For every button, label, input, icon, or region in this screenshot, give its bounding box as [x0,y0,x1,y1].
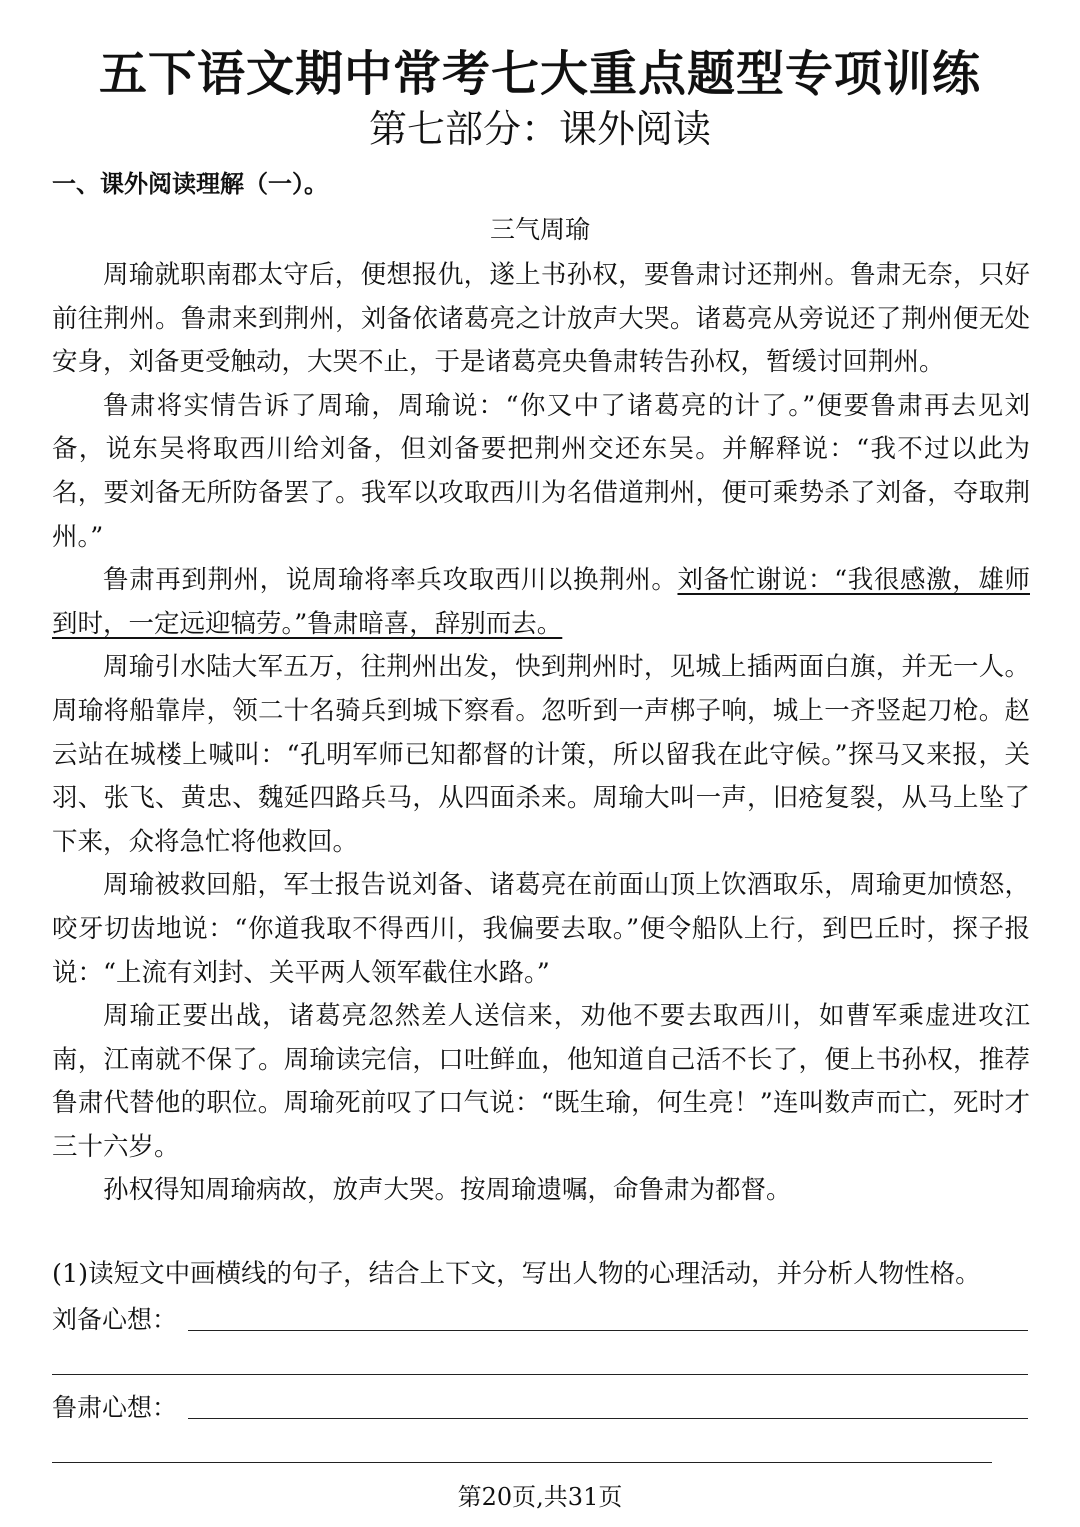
page-title: 五下语文期中常考七大重点题型专项训练 [98,46,981,102]
answer-label-liubei: 刘备心想： [52,1305,178,1334]
passage-paragraph [52,559,1030,646]
page-subtitle: 第七部分：课外阅读 [368,107,711,151]
underlined-sentence: 刘备忙谢说：“我很感激，雄师到时，一定远迎犒劳。”鲁肃暗喜，辞别而去。 [52,565,1030,639]
passage-paragraph: 周瑜被救回船，军士报告说刘备、诸葛亮在前面山顶上饮酒取乐，周瑜更加愤怒，咬牙切齿地说：“你道我取不得西川，我偏要去取。”便令船队上行，到巴丘时，探子报说：“上流有刘封、关平两人领军截住水路。” [52,870,1030,988]
passage-paragraph: 周瑜引水陆大军五万，往荆州出发，快到荆州时，见城上插两面白旗，并无一人。周瑜将船靠岸，领二十名骑兵到城下察看。忽听到一声梆子响，城上一齐竖起刀枪。赵云站在城楼上喊叫：“孔明军师已知都督的计策，所以留我在此守候。”探马又来报，关羽、张飞、黄忠、魏延四路兵马，从四面杀来。周瑜大叫一声，旧疮复裂，从马上坠了下来，众将急忙将他救回。 [52,652,1030,857]
section-heading: 一、课外阅读理解（一）。 [52,170,328,198]
answer-label-lusu: 鲁肃心想： [52,1393,178,1422]
answer-line[interactable] [52,1374,1028,1375]
passage-paragraph: 孙权得知周瑜病故，放声大哭。按周瑜遗嘱，命鲁肃为都督。 [103,1175,792,1206]
answer-line[interactable] [188,1330,1028,1331]
passage-paragraph: 鲁肃将实情告诉了周瑜，周瑜说：“你又中了诸葛亮的计了。”便要鲁肃再去见刘备，说东吴将取西川给刘备，但刘备要把荆州交还东吴。并解释说：“我不过以此为名，要刘备无所防备罢了。我军以攻取西川为名借道荆州，便可乘势杀了刘备，夺取荆州。” [52,390,1030,552]
answer-line[interactable] [188,1418,1028,1419]
paragraph-text: 鲁肃再到荆州，说周瑜将率兵攻取西川以换荆州。 [103,565,678,596]
page-number: 第20页,共31页 [457,1483,623,1511]
passage-paragraph: 周瑜就职南郡太守后，便想报仇，遂上书孙权，要鲁肃讨还荆州。鲁肃无奈，只好前往荆州。鲁肃来到荆州，刘备依诸葛亮之计放声大哭。诸葛亮从旁说还了荆州便无处安身，刘备更受触动，大哭不止，于是诸葛亮央鲁肃转告孙权，暂缓讨回荆州。 [52,260,1030,378]
passage-body [52,254,1030,1213]
answer-line[interactable] [52,1462,992,1463]
passage-paragraph: 周瑜正要出战，诸葛亮忽然差人送信来，劝他不要去取西川，如曹军乘虚进攻江南，江南就不保了。周瑜读完信，口吐鲜血，他知道自己活不长了，便上书孙权，推荐鲁肃代替他的职位。周瑜死前叹了口气说：“既生瑜，何生亮！”连叫数声而亡，死时才三十六岁。 [52,1001,1030,1162]
question-prompt: (1)读短文中画横线的句子，结合上下文，写出人物的心理活动，并分析人物性格。 [52,1259,981,1289]
passage-title: 三气周瑜 [489,215,590,244]
